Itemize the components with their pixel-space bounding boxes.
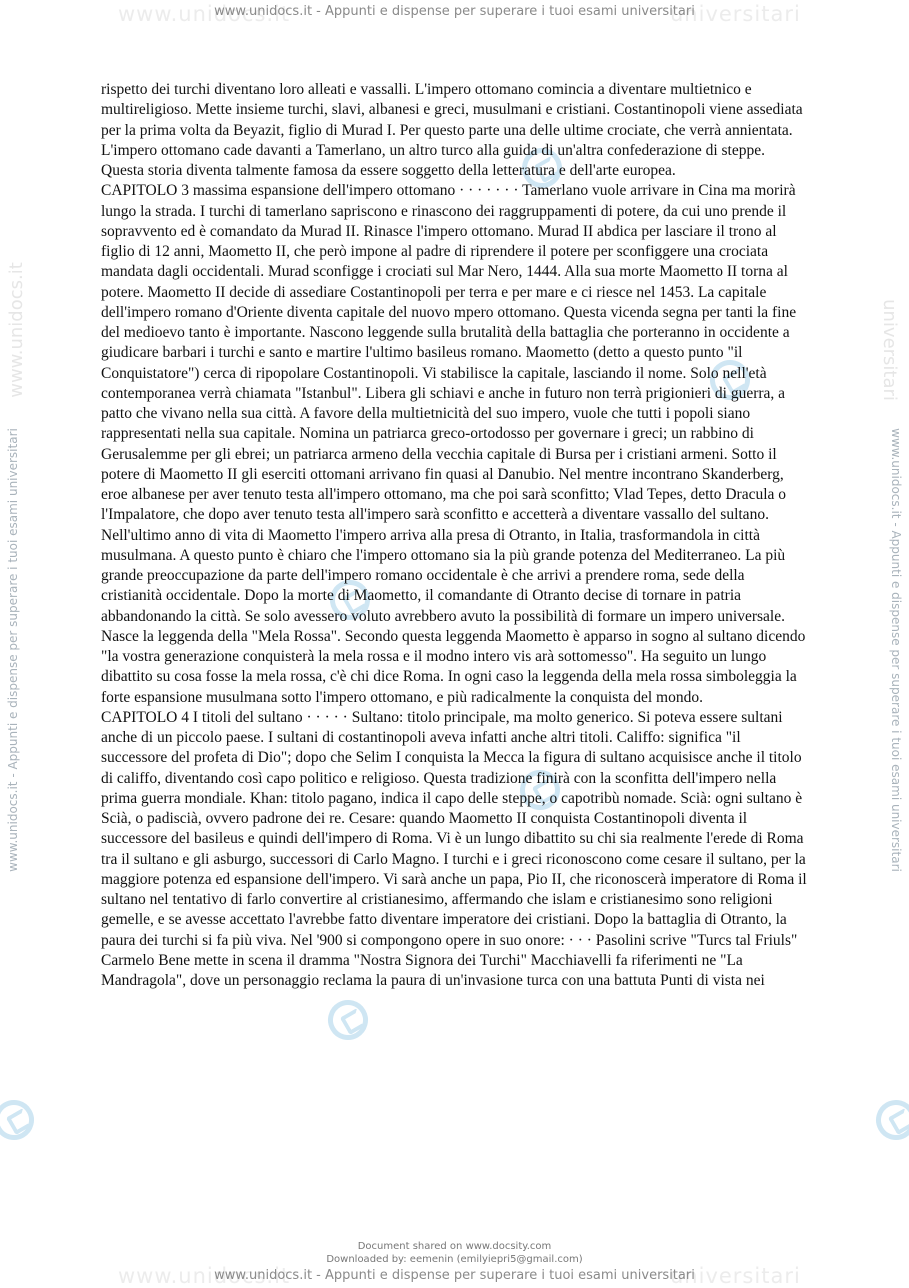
- ghost-watermark-right-side: universitari: [879, 299, 900, 401]
- watermark-side-right: www.unidocs.it - Appunti e dispense per superare i tuoi esami universitari: [889, 428, 903, 872]
- watermark-banner-bottom: www.unidocs.it - Appunti e dispense per superare i tuoi esami universitari: [214, 1268, 695, 1283]
- ghost-watermark-left-side: www.unidocs.it: [6, 262, 27, 398]
- ghost-watermark-top-left: www.unidocs.it: [118, 2, 291, 26]
- ghost-watermark-top-right: universitari: [670, 2, 801, 26]
- paragraph-chapter-4: CAPITOLO 4 I titoli del sultano · · · · · Sultano: titolo principale, ma molto generico. Si poteva essere sultani anche di un piccolo paese. I sultani di costantinopoli aveva infatti anche altri titoli. Califfo: significa "il successore del profeta di Dio"; dopo che Selim I conquista la Mecca la figura di sultano acquisisce anche il titolo di califfo, diventando così capo politico e religioso. Questa tradizione finirà con la sconfitta dell'impero nella prima guerra mondiale. Khan: titolo pagano, indica il capo delle steppe, o capotribù nomade. Scià: ogni sultano è Scià, o padiscià, ovvero padrone dei re. Cesare: quando Maometto II conquista Costantinopoli diventa il successore del basileus e quindi dell'impero di Roma. Vi è un lungo dibattito su chi sia realmente l'erede di Roma tra il sultano e gli asburgo, successori di Carlo Magno. I turchi e i greci riconoscono come cesare il sultano, per la maggiore potenza ed espansione dell'impero. Vi sarà anche un papa, Pio II, che riconoscerà imperatore di Roma il sultano nel tentativo di farlo convertire al cristianesimo, affermando che islam e cristianesimo sono religioni gemelle, e se avesse accettato l'avrebbe fatto diventare imperatore dei cristiani. Dopo la battaglia di Otranto, la paura dei turchi si fa più viva. Nel '900 si compongono opere in suo onore: · · · Pasolini scrive "Turcs tal Friuls" Carmelo Bene mette in scena il dramma "Nostra Signora dei Turchi" Macchiavelli fa riferimenti ne "La Mandragola", dove un personaggio reclama la paura di un'invasione turca con una battuta Punti di vista nei: [101, 708, 807, 989]
- ghost-watermark-bottom-right: universitari: [670, 1264, 801, 1288]
- watermark-logo-icon: [0, 1093, 41, 1148]
- watermark-side-left: www.unidocs.it - Appunti e dispense per superare i tuoi esami universitari: [6, 428, 20, 872]
- footer-shared-on: Document shared on www.docsity.com: [357, 1241, 552, 1252]
- document-body: [101, 80, 809, 991]
- watermark-logo-icon: [869, 1093, 909, 1148]
- footer-downloaded-by: Downloaded by: eemenin (emilyiepri5@gmail.com): [326, 1254, 583, 1265]
- ghost-watermark-bottom-left: www.unidocs.it: [118, 1264, 291, 1288]
- watermark-logo-icon: [321, 993, 376, 1048]
- watermark-banner-top: www.unidocs.it - Appunti e dispense per superare i tuoi esami universitari: [214, 4, 695, 19]
- paragraph-intro: rispetto dei turchi diventano loro alleati e vassalli. L'impero ottomano comincia a diventare multietnico e multireligioso. Mette insieme turchi, slavi, albanesi e greci, musulmani e cristiani. Costantinopoli viene assediata per la prima volta da Beyazit, figlio di Murad I. Per questo parte una delle ultime crociate, che verrà annientata. L'impero ottomano cade davanti a Tamerlano, un altro turco alla guida di un'altra confederazione di steppe. Questa storia diventa talmente famosa da essere soggetto della letteratura e dell'arte europea.: [101, 81, 803, 179]
- paragraph-chapter-3: CAPITOLO 3 massima espansione dell'impero ottomano · · · · · · · Tamerlano vuole arrivare in Cina ma morirà lungo la strada. I turchi di tamerlano sapriscono e rinascono dei raggruppamenti di potere, da cui uno prende il sopravvento ed è comandato da Murad II. Rinasce l'impero ottomano. Murad II abdica per lasciare il trono al figlio di 12 anni, Maometto II, che però impone al padre di riprendere il potere per sconfiggere una crociata mandata dagli occidentali. Murad sconfigge i crociati sul Mar Nero, 1444. Alla sua morte Maometto II torna al potere. Maometto II decide di assediare Costantinopoli per terra e per mare e ci riesce nel 1453. La capitale dell'impero romano d'Oriente diventa capitale del nuovo mpero ottomano. Questa vicenda segna per tanti la fine del medioevo tanto è importante. Nascono leggende sulla brutalità della battaglia che porteranno in occidente a giudicare barbari i turchi e santo e martire l'ultimo basileus romano. Maometto (detto a questo punto "il Conquistatore") cerca di ripopolare Costantinopoli. Vi stabilisce la capitale, lasciando il nome. Solo nell'età contemporanea verrà chiamata "Istanbul". Libera gli schiavi e anche in futuro non terrà prigionieri di guerra, a patto che vivano nella sua città. A favore della multietnicità del suo impero, vuole che tutti i popoli siano rappresentati nella sua capitale. Nomina un patriarca greco-ortodosso per governare i greci; un rabbino di Gerusalemme per gli ebrei; un patriarca armeno della vecchia capitale di Bursa per i cristiani armeni. Sotto il potere di Maometto II gli eserciti ottomani arrivano fin quasi al Danubio. Nel mentre incontrano Skanderberg, eroe albanese per aver tenuto testa all'impero ottomano, ma che poi sarà sconfitto; Vlad Tepes, detto Dracula o l'Impalatore, che dopo aver tenuto testa all'impero sarà sconfitto e accetterà a diventare vassallo del sultano. Nell'ultimo anno di vita di Maometto l'impero arriva alla presa di Otranto, in Italia, trasformandola in città musulmana. A questo punto è chiaro che l'impero ottomano sia la più grande potenza del Mediterraneo. La più grande preoccupazione da parte dell'impero romano occidentale è che arrivi a prendere roma, sede della cristianità occidentale. Dopo la morte di Maometto, il comandante di Otranto decise di tornare in patria abbandonando la città. Se solo avessero voluto avrebbero avuto la possibilità di formare un impero universale. Nasce la leggenda della "Mela Rossa". Secondo questa leggenda Maometto è apparso in sogno al sultano dicendo "la vostra generazione conquisterà la mela rossa e il modno intero vis arà sottomesso". Ha seguito un lungo dibattito su cosa fosse la mela rossa, c'è chi dice Roma. In ogni caso la leggenda della mela rossa simboleggia la forte espansione musulmana sotto l'impero ottomano, e più radicalmente la conquista del mondo.: [101, 182, 806, 706]
